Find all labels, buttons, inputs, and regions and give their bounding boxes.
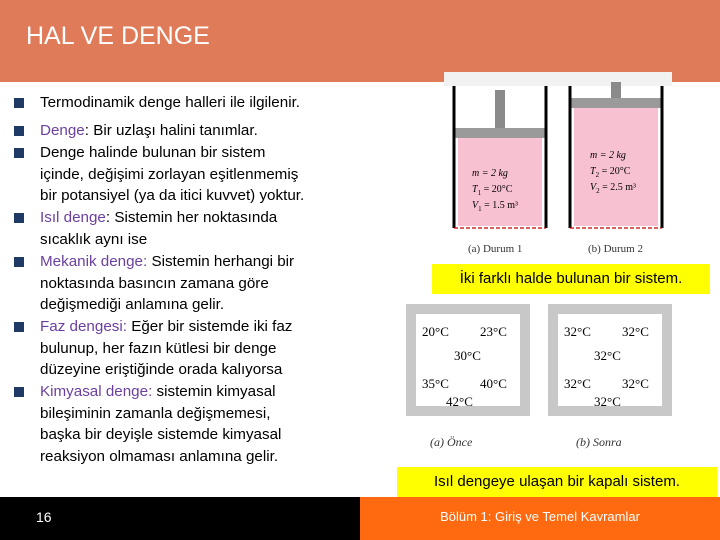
footer-left [0,497,360,540]
state1-temperature: $T_1 = 20^\circ C$ [472,184,513,197]
cylinder-state-2 [570,82,662,255]
bullet-text: Faz dengesi: Eğer bir sistemde iki faz bulunup, her fazın kütlesi bir denge düzeyine eriştiğinde orada kalıyorsa [40,318,293,379]
bullet-square-icon [14,148,24,158]
block-after [548,304,672,449]
bullet-square-icon [14,213,24,223]
bullet-text: Isıl denge: Sistemin her noktasında sıcaklık aynı ise [40,209,278,248]
page-title: HAL VE DENGE [26,22,210,50]
bullet-square-icon [14,387,24,397]
chapter-title: Bölüm 1: Giriş ve Temel Kavramlar [440,509,640,524]
temp-reading: 35°C [422,376,449,391]
state2-volume: $V_2 = 2.5$ m³ [590,182,637,195]
temp-reading: 32°C [594,394,621,409]
state2-temperature: $T_2 = 20^\circ C$ [590,166,631,179]
bullet-text: Termodinamik denge halleri ile ilgilenir. [40,94,301,111]
state1-mass: m = 2 kg [472,168,508,179]
figure2-caption: Isıl dengeye ulaşan bir kapalı sistem. [397,467,717,497]
cylinder-state-1 [454,86,546,255]
bullet-square-icon [14,126,24,136]
header-bar [0,0,720,82]
temp-reading: 32°C [564,376,591,391]
bullet-square-icon [14,98,24,108]
temp-reading: 32°C [564,324,591,339]
state1-label: (a) Durum 1 [468,243,523,255]
temp-reading: 30°C [454,348,481,363]
temp-reading: 23°C [480,324,507,339]
temp-reading: 32°C [622,376,649,391]
page-number: 16 [36,509,52,525]
temp-reading: 40°C [480,376,507,391]
bullet-text: Kimyasal denge: sistemin kimyasal bileşiminin zamanla değişmemesi, başka bir deyişle sistemde kimyasal reaksiyon olmaması anlamına gelir. [40,383,282,465]
state2-label: (b) Durum 2 [588,243,643,255]
temp-reading: 32°C [622,324,649,339]
state2-mass: m = 2 kg [590,150,626,161]
footer-right [360,497,720,540]
thermal-equilibrium-figure [400,298,700,458]
bullet-square-icon [14,257,24,267]
bullet-text: Denge halinde bulunan bir sistem içinde, değişimi zorlayan eşitlenmemiş bir potansiyel (ya da itici kuvvet) yoktur. [40,144,305,205]
figure1-caption: İki farklı halde bulunan bir sistem. [432,264,710,294]
bullet-square-icon [14,322,24,332]
bullet-text: Mekanik denge: Sistemin herhangi bir noktasında basıncın zamana göre değişmediği anlamına gelir. [40,253,295,314]
after-label: (b) Sonra [576,435,622,449]
temp-reading: 20°C [422,324,449,339]
piston-cylinder-figure [440,72,676,260]
temp-reading: 32°C [594,348,621,363]
bullet-text: Denge: Bir uzlaşı halini tanımlar. [40,122,258,139]
before-label: (a) Önce [430,435,473,449]
state1-volume: $V_1 = 1.5$ m³ [472,200,519,213]
block-before [406,304,530,449]
temp-reading: 42°C [446,394,473,409]
